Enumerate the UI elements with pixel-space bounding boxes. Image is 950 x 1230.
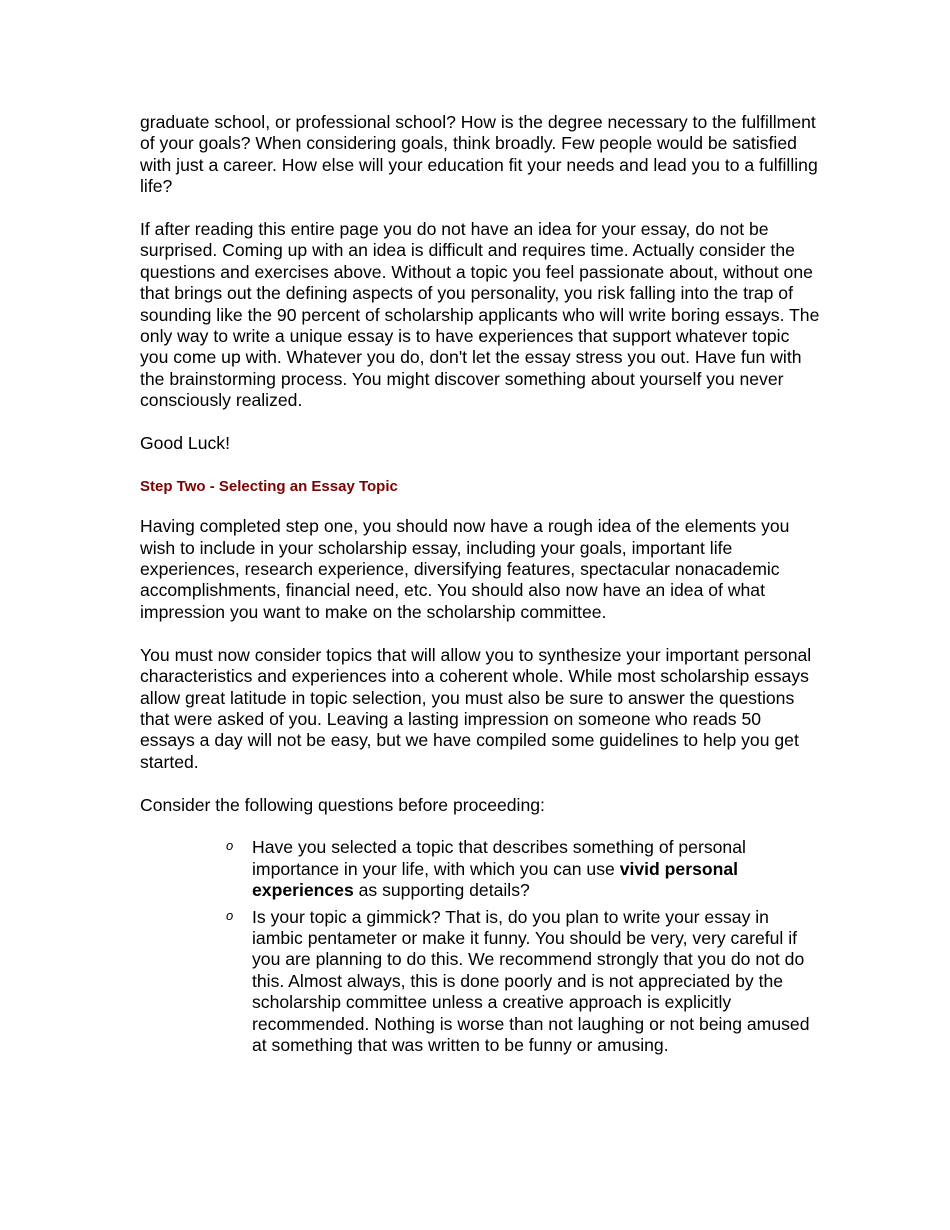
list-item-text: Is your topic a gimmick? That is, do you plan to write your essay in iambic pentameter or make it funny. You should be very, very careful if you are planning to do this. We recommend strongly that you do not do this. Almost always, this is done poorly and is not appreciated by the scholarship committee unless a creative approach is explicitly recommended. Nothing is worse than not laughing or not being amused at something that was written to be funny or amusing. xyxy=(252,906,810,1055)
question-list xyxy=(140,837,812,1056)
paragraph-no-idea: If after reading this entire page you do not have an idea for your essay, do not be surprised. Coming up with an idea is difficult and requires time. Actually consider the questions and exercises above. Without a topic you feel passionate about, without one that brings out the defining aspects of you personality, you risk falling into the trap of sounding like the 90 percent of scholarship applicants who will write boring essays. The only way to write a unique essay is to have experiences that support whatever topic you come up with. Whatever you do, don't let the essay stress you out. Have fun with the brainstorming process. You might discover something about yourself you never consciously realized. xyxy=(140,219,820,411)
paragraph-degree-goals: graduate school, or professional school? How is the degree necessary to the fulfillment of your goals? When considering goals, think broadly. Few people would be satisfied with just a career. How else will your education fit your needs and lead you to a fulfilling life? xyxy=(140,112,818,197)
list-item-text: Have you selected a topic that describes something of personal importance in your life, with which you can use xyxy=(252,837,746,879)
hollow-bullet-icon: o xyxy=(226,838,234,854)
section-heading-step-two: Step Two - Selecting an Essay Topic xyxy=(140,477,398,495)
paragraph-consider-questions: Consider the following questions before proceeding: xyxy=(140,794,545,815)
list-item-bold-text: vivid personal experiences xyxy=(252,858,739,901)
hollow-bullet-icon: o xyxy=(226,907,234,923)
list-item xyxy=(226,837,812,901)
list-item-text-end: as supporting details? xyxy=(353,880,530,901)
paragraph-step-one-complete: Having completed step one, you should now have a rough idea of the elements you wish to include in your scholarship essay, including your goals, important life experiences, research experience, diversifying features, spectacular nonacademic accomplishments, financial need, etc. You should also now have an idea of what impression you want to make on the scholarship committee. xyxy=(140,516,790,622)
paragraph-good-luck: Good Luck! xyxy=(140,433,230,454)
paragraph-consider-topics: You must now consider topics that will allow you to synthesize your important personal characteristics and experiences into a coherent whole. While most scholarship essays allow great latitude in topic selection, you must also be sure to answer the questions that were asked of you. Leaving a lasting impression on someone who reads 50 essays a day will not be easy, but we have compiled some guidelines to help you get started. xyxy=(140,644,812,772)
list-item xyxy=(226,906,812,1057)
document-page xyxy=(140,112,820,1061)
